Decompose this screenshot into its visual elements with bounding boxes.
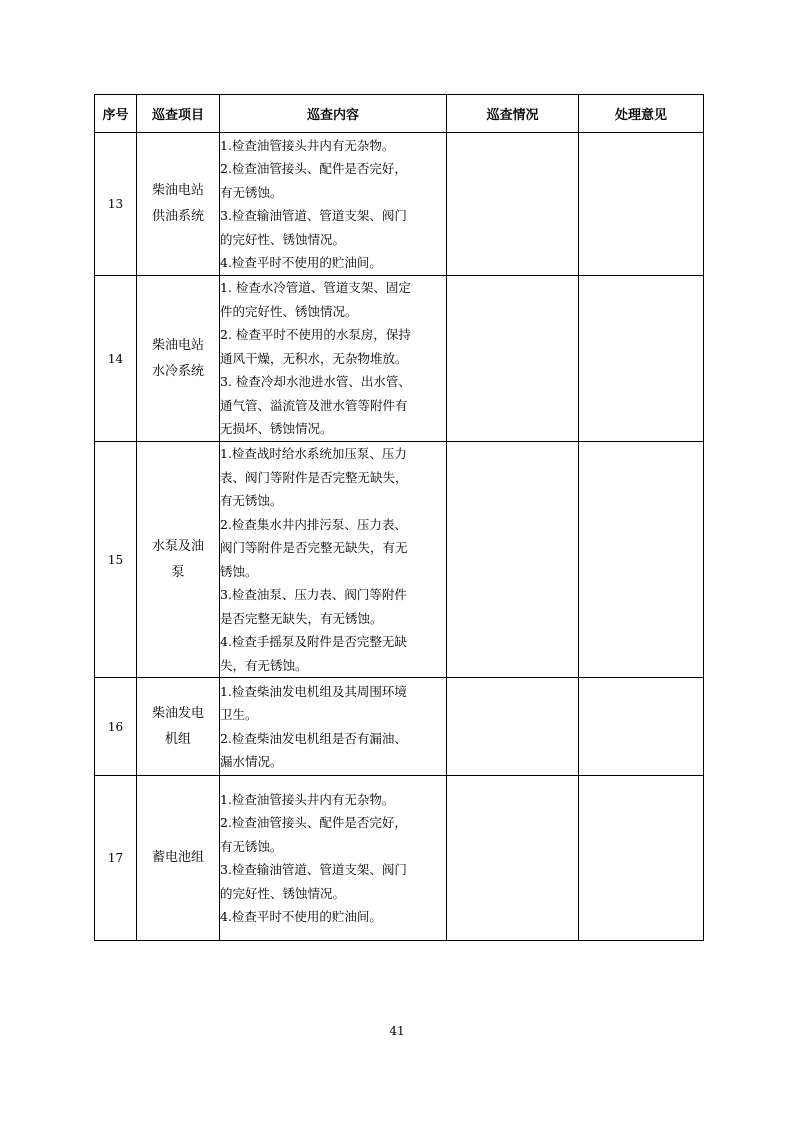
content-line: 2.检查油管接头、配件是否完好， [220,815,407,830]
row-opinion-cell[interactable] [579,678,704,776]
content-line: 2.检查油管接头、配件是否完好， [220,161,407,176]
table-row [95,678,704,776]
row-content [220,776,447,941]
content-line: 卫生。 [220,707,258,722]
item-line: 柴油电站 [151,183,204,198]
content-line: 4.检查平时不使用的贮油间。 [220,255,382,270]
header-item: 巡查项目 [137,95,220,133]
table-row [95,276,704,442]
item-line: 蓄电池组 [151,850,204,865]
content-line: 表、阀门等附件是否完整无缺失， [220,469,408,485]
item-line: 水冷系统 [151,363,204,379]
content-line: 阀门等附件是否完整无缺失，有无 [220,540,408,555]
row-item [137,133,220,276]
content-line: 3.检查输油管道、管道支架、阀门 [220,208,407,223]
item-line: 供油系统 [151,209,204,224]
content-line: 有无锈蚀。 [220,493,283,508]
content-line: 通气管、溢流管及泄水管等附件有 [220,397,408,413]
content-line: 无损坏、锈蚀情况。 [220,421,333,437]
row-opinion-cell[interactable] [579,776,704,941]
row-opinion-cell[interactable] [579,276,704,442]
row-number: 17 [95,776,137,941]
row-number: 16 [95,678,137,776]
row-item [137,442,220,678]
content-line: 1.检查柴油发电机组及其周围环境 [220,683,407,699]
header-content: 巡查内容 [220,95,447,133]
row-content [220,133,447,276]
content-line: 漏水情况。 [220,754,283,769]
content-line: 4.检查平时不使用的贮油间。 [220,909,382,924]
item-line: 机组 [164,731,191,747]
content-line: 是否完整无缺失，有无锈蚀。 [220,610,383,626]
row-number: 14 [95,276,137,442]
content-line: 2. 检查平时不使用的水泵房，保持 [220,327,411,343]
row-item [137,776,220,941]
content-line: 有无锈蚀。 [220,184,283,200]
item-line: 柴油电站 [151,337,204,353]
row-content [220,678,447,776]
row-status-cell[interactable] [447,442,579,678]
item-line: 泵 [171,564,185,580]
content-line: 的完好性、锈蚀情况。 [220,885,346,901]
row-status-cell[interactable] [447,133,579,276]
row-status-cell[interactable] [447,276,579,442]
row-status-cell[interactable] [447,678,579,776]
content-line: 1. 检查水冷管道、管道支架、固定 [220,280,411,296]
content-line: 失，有无锈蚀。 [220,657,308,673]
content-line: 1.检查油管接头井内有无杂物。 [220,791,395,807]
row-content [220,442,447,678]
content-line: 3.检查输油管道、管道支架、阀门 [220,862,407,877]
content-line: 通风干燥，无积水，无杂物堆放。 [220,350,408,366]
content-line: 件的完好性、锈蚀情况。 [220,303,358,319]
content-line: 的完好性、锈蚀情况。 [220,231,346,247]
content-line: 有无锈蚀。 [220,838,283,854]
header-status: 巡查情况 [447,95,579,133]
item-line: 柴油发电 [151,705,204,721]
inspection-table [94,94,704,941]
row-opinion-cell[interactable] [579,133,704,276]
page-number: 41 [389,1024,405,1038]
header-no: 序号 [95,95,137,133]
table-header-row [95,95,704,133]
content-line: 4.检查手摇泵及附件是否完整无缺 [220,634,407,649]
row-number: 13 [95,133,137,276]
row-item [137,276,220,442]
content-line: 1.检查战时给水系统加压泵、压力 [220,446,407,461]
table-row [95,776,704,941]
content-line: 1.检查油管接头井内有无杂物。 [220,137,395,153]
row-item [137,678,220,776]
row-number: 15 [95,442,137,678]
content-line: 3.检查油泵、压力表、阀门等附件 [220,587,407,602]
item-line: 水泵及油 [151,538,204,554]
content-line: 2.检查柴油发电机组是否有漏油、 [220,730,407,746]
row-content [220,276,447,442]
header-opinion: 处理意见 [579,95,704,133]
row-opinion-cell[interactable] [579,442,704,678]
content-line: 2.检查集水井内排污泵、压力表、 [220,516,407,532]
table-row [95,133,704,276]
content-line: 3. 检查冷却水池进水管、出水管、 [220,374,411,390]
table-row [95,442,704,678]
row-status-cell[interactable] [447,776,579,941]
content-line: 锈蚀。 [220,563,258,579]
